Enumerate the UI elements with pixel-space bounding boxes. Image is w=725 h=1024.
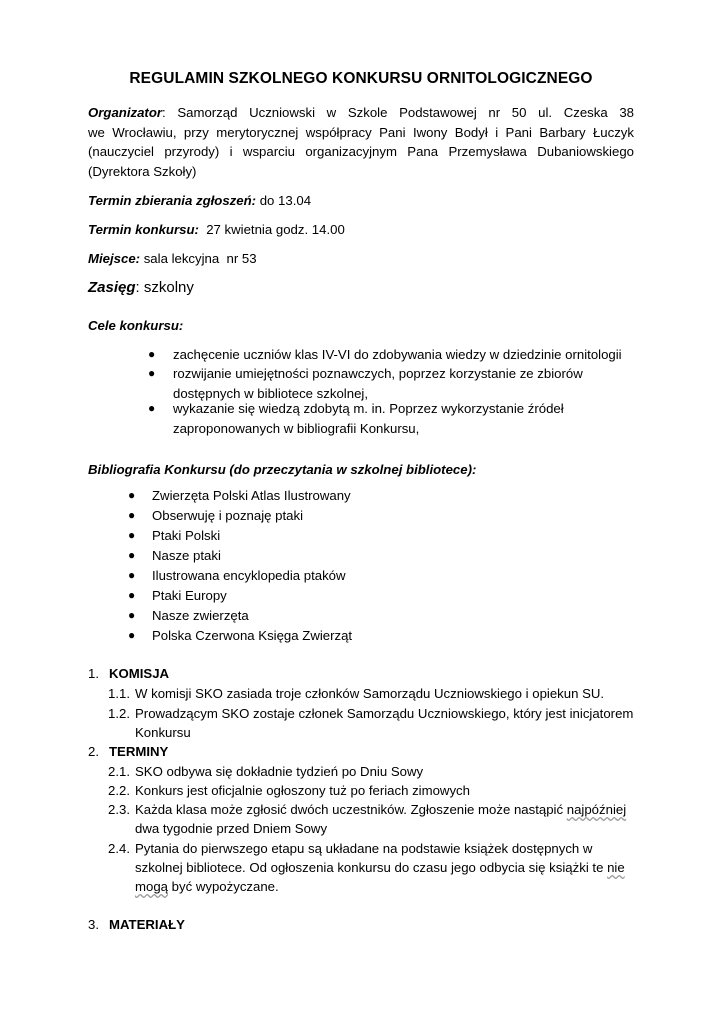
goal-line: zaproponowanych w bibliografii Konkursu, xyxy=(173,420,420,436)
bullet-icon: ● xyxy=(128,508,136,522)
contest-date xyxy=(88,220,345,240)
subsection-text: Pytania do pierwszego etapu są układane na podstawie książek dostępnych w xyxy=(135,841,593,856)
place-value: sala lekcyjna nr 53 xyxy=(140,251,257,266)
subsection-text: SKO odbywa się dokładnie tydzień po Dniu Sowy xyxy=(135,764,424,779)
section-number: 3. xyxy=(88,917,99,932)
bibliography-title: Obserwuję i poznaję ptaki xyxy=(152,508,304,523)
subsection-number: 2.4. xyxy=(108,841,130,856)
submission-label: Termin zbierania zgłoszeń: xyxy=(88,193,257,208)
organizer-text-4: (Dyrektora Szkoły) xyxy=(88,163,197,179)
goal-text xyxy=(173,399,564,438)
subsection-text-cont xyxy=(135,858,625,878)
subsection-number: 2.3. xyxy=(108,802,130,817)
subsection-text-part: szkolnej bibliotece. Od ogłoszenia konkursu do czasu jego odbycia się książki te xyxy=(135,860,608,875)
bullet-icon: ● xyxy=(128,628,136,642)
section-title-terminy: TERMINY xyxy=(109,744,169,759)
submission-deadline xyxy=(88,191,311,211)
bullet-icon: ● xyxy=(128,548,136,562)
goal-text: zachęcenie uczniów klas IV-VI do zdobywania wiedzy w dziedzinie ornitologii xyxy=(173,347,622,362)
subsection-number: 1.1. xyxy=(108,686,130,701)
goal-item xyxy=(148,399,638,439)
bullet-icon: ● xyxy=(148,347,156,361)
subsection-text: W komisji SKO zasiada troje członków Samorządu Uczniowskiego i opiekun SU. xyxy=(135,686,605,701)
organizer-paragraph xyxy=(88,103,634,181)
scope-label: Zasięg xyxy=(88,279,136,296)
bullet-icon: ● xyxy=(128,568,136,582)
subsection-text-cont xyxy=(135,877,279,897)
bibliography-title: Ptaki Europy xyxy=(152,588,227,603)
contest-date-label: Termin konkursu: xyxy=(88,222,199,237)
bullet-icon: ● xyxy=(128,528,136,542)
subsection-text: Prowadzącym SKO zostaje członek Samorządu Uczniowskiego, który jest inicjatorem xyxy=(135,706,634,721)
scope xyxy=(88,278,194,298)
bullet-icon: ● xyxy=(128,488,136,502)
section-title-materialy: MATERIAŁY xyxy=(109,917,185,932)
section-number: 2. xyxy=(88,744,99,759)
bibliography-title: Zwierzęta Polski Atlas Ilustrowany xyxy=(152,488,351,503)
goal-item xyxy=(148,364,638,404)
organizer-text-1: : Samorząd Uczniowski w Szkole Podstawowej nr 50 ul. Czeska 38 xyxy=(162,105,634,120)
bibliography-heading-text: Bibliografia Konkursu (do przeczytania w szkolnej bibliotece): xyxy=(88,462,477,477)
page-title: REGULAMIN SZKOLNEGO KONKURSU ORNITOLOGICZNEGO xyxy=(129,70,593,87)
organizer-text-3: (nauczyciel przyrody) i wsparciu organizacyjnym Pana Przemysława Dubaniowskiego xyxy=(88,144,634,160)
spellcheck-word: nie xyxy=(607,860,625,875)
bibliography-heading xyxy=(88,460,476,480)
subsection-text-part: Każda klasa może zgłosić dwóch uczestników. Zgłoszenie może nastąpić xyxy=(135,802,567,817)
subsection-text: Konkurs jest oficjalnie ogłoszony tuż po feriach zimowych xyxy=(135,783,470,798)
bibliography-title: Ptaki Polski xyxy=(152,528,221,543)
place-label: Miejsce: xyxy=(88,251,141,266)
subsection-text-part: być wypożyczane. xyxy=(168,879,279,894)
bibliography-title: Polska Czerwona Księga Zwierząt xyxy=(152,628,353,643)
bullet-icon: ● xyxy=(148,401,156,415)
goal-line: rozwijanie umiejętności poznawczych, poprzez korzystanie ze zbiorów xyxy=(173,366,583,381)
goals-heading xyxy=(88,316,183,336)
subsection-text-cont: Konkursu xyxy=(135,725,191,740)
contest-date-value: 27 kwietnia godz. 14.00 xyxy=(198,222,345,237)
goal-text xyxy=(173,364,583,403)
bullet-icon: ● xyxy=(128,588,136,602)
subsection-number: 2.2. xyxy=(108,783,130,798)
goals-heading-text: Cele konkursu: xyxy=(88,318,184,333)
organizer-text-2: we Wrocławiu, przy merytorycznej współpracy Pani Iwony Bodył i Pani Barbary Łuczyk xyxy=(88,124,634,140)
place xyxy=(88,249,257,269)
bibliography-title: Nasze zwierzęta xyxy=(152,608,249,623)
subsection-number: 2.1. xyxy=(108,764,130,779)
scope-value: : szkolny xyxy=(135,279,194,296)
subsection-number: 1.2. xyxy=(108,706,130,721)
spellcheck-word: najpóźniej xyxy=(566,802,627,817)
bibliography-title: Nasze ptaki xyxy=(152,548,221,563)
bibliography-title: Ilustrowana encyklopedia ptaków xyxy=(152,568,346,583)
subsection-text xyxy=(135,800,626,820)
bullet-icon: ● xyxy=(148,366,156,380)
submission-value: do 13.04 xyxy=(256,193,312,208)
spellcheck-word: mogą xyxy=(135,879,168,894)
section-number: 1. xyxy=(88,666,99,681)
bullet-icon: ● xyxy=(128,608,136,622)
organizer-label: Organizator xyxy=(88,105,163,120)
goal-line: dostępnych w bibliotece szkolnej, xyxy=(173,385,368,401)
section-title-komisja: KOMISJA xyxy=(109,666,170,681)
subsection-text-cont: dwa tygodnie przed Dniem Sowy xyxy=(135,821,328,836)
goal-line: wykazanie się wiedzą zdobytą m. in. Poprzez wykorzystanie źródeł xyxy=(173,401,564,416)
